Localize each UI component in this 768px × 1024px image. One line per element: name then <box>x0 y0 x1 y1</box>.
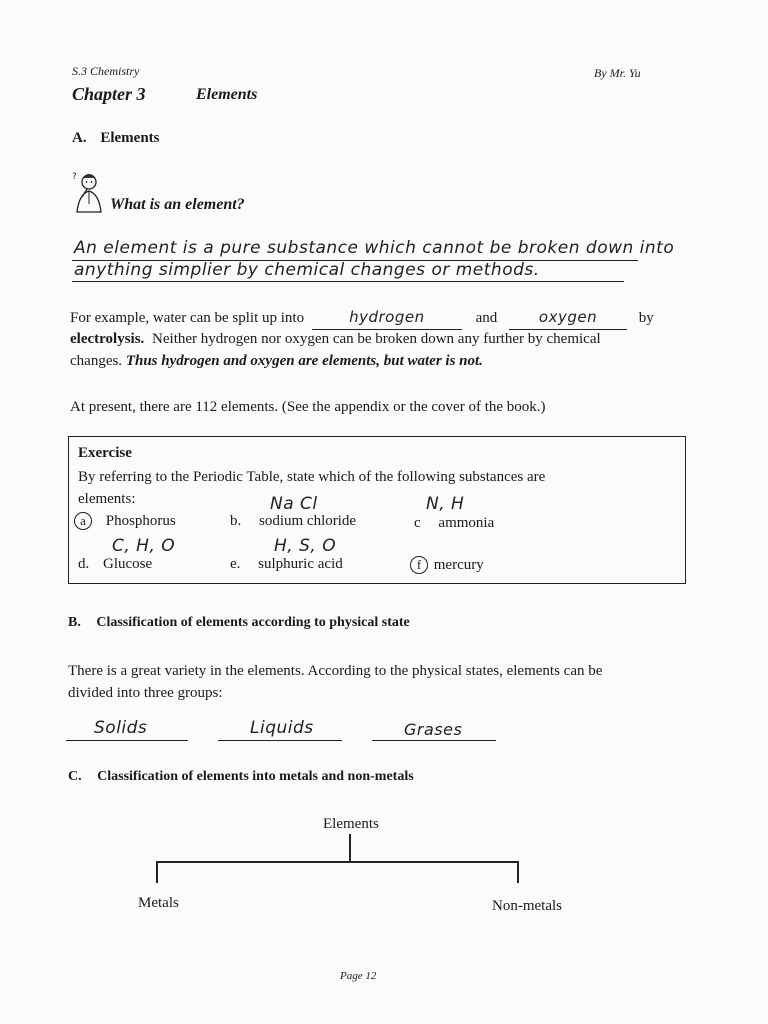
example-conclusion: Thus hydrogen and oxygen are elements, but water is not. <box>125 353 483 369</box>
oxygen-answer: oxygen <box>538 308 598 326</box>
example-rest-2: changes. <box>70 353 123 369</box>
item-c-note: N, H <box>426 494 465 514</box>
chapter-title: Elements <box>196 86 258 103</box>
group-blank-gases <box>372 718 496 741</box>
author-label: By Mr. Yu <box>594 66 641 80</box>
svg-text:?: ? <box>72 172 77 182</box>
answer-line-1 <box>72 236 675 261</box>
section-b-para-2: divided into three groups: <box>68 685 223 701</box>
course-label: S.3 Chemistry <box>72 64 140 78</box>
hydrogen-answer: hydrogen <box>349 308 425 326</box>
answer-text-1: An element is a pure substance which cannot be broken down into <box>74 238 675 258</box>
example-line-3 <box>70 350 483 372</box>
exercise-item-d <box>78 553 152 575</box>
section-b-heading <box>68 615 410 631</box>
electrolysis-word: electrolysis. <box>70 331 145 347</box>
item-e-text: sulphuric acid <box>258 556 343 572</box>
and-word: and <box>475 310 498 326</box>
exercise-title: Exercise <box>78 445 132 461</box>
section-b-title: Classification of elements according to physical state <box>96 615 410 630</box>
example-line-1 <box>70 306 654 330</box>
tree-left-stem <box>156 861 158 883</box>
exercise-item-a <box>74 510 176 532</box>
item-a-text: Phosphorus <box>105 513 176 529</box>
tree-root-stem <box>349 834 351 862</box>
item-d-label: d. <box>78 556 90 572</box>
chapter-number: Chapter 3 <box>72 84 146 104</box>
exercise-instruction-1: By referring to the Periodic Table, state which of the following substances are <box>78 469 546 485</box>
group-solids: Solids <box>94 718 148 738</box>
exercise-item-f <box>410 554 484 576</box>
group-blank-solids <box>66 718 188 741</box>
section-c-heading <box>68 769 414 785</box>
tree-horizontal-bar <box>156 861 518 863</box>
item-c-text: ammonia <box>438 515 495 531</box>
answer-text-2: anything simplier by chemical changes or methods. <box>74 260 540 280</box>
tree-right-label: Non-metals <box>492 898 562 914</box>
group-liquids: Liquids <box>250 718 314 738</box>
section-c-title: Classification of elements into metals and non-metals <box>97 769 414 784</box>
tree-right-stem <box>517 861 519 883</box>
tree-left-label: Metals <box>138 895 179 911</box>
oxygen-blank <box>509 306 627 330</box>
section-a-title: Elements <box>100 130 160 146</box>
example-line-2 <box>70 328 601 350</box>
item-c-label: c <box>414 515 421 531</box>
item-f-circle-icon: f <box>410 556 428 574</box>
item-b-label: b. <box>230 513 242 529</box>
answer-line-2 <box>72 259 624 282</box>
hydrogen-blank <box>312 306 462 330</box>
exercise-item-c <box>414 512 494 534</box>
item-d-note: C, H, O <box>112 536 176 556</box>
exercise-item-b <box>230 510 356 532</box>
example-prefix: For example, water can be split up into <box>70 310 305 326</box>
item-e-note: H, S, O <box>274 536 337 556</box>
thinking-person-icon <box>70 170 106 214</box>
section-b-para-1: There is a great variety in the elements. According to the physical states, elements can be <box>68 663 603 679</box>
section-a-heading <box>72 130 160 147</box>
tree-root-label: Elements <box>323 816 379 832</box>
item-b-text: sodium chloride <box>259 513 357 529</box>
item-e-label: e. <box>230 556 241 572</box>
item-f-text: mercury <box>433 557 484 573</box>
exercise-item-e <box>230 553 343 575</box>
item-d-text: Glucose <box>103 556 153 572</box>
exercise-instruction-2: elements: <box>78 491 136 507</box>
page-number: Page 12 <box>340 970 377 982</box>
question-text: What is an element? <box>110 196 245 213</box>
by-word: by <box>638 310 654 326</box>
section-a-letter: A. <box>72 130 87 146</box>
item-a-circle-icon: a <box>74 512 92 530</box>
present-count-text: At present, there are 112 elements. (See the appendix or the cover of the book.) <box>70 399 546 415</box>
item-b-note: Na Cl <box>270 494 318 514</box>
example-rest-1: Neither hydrogen nor oxygen can be broken down any further by chemical <box>152 331 601 347</box>
group-blank-liquids <box>218 718 342 741</box>
section-c-letter: C. <box>68 769 82 784</box>
group-gases: Grases <box>404 720 463 739</box>
section-b-letter: B. <box>68 615 81 630</box>
